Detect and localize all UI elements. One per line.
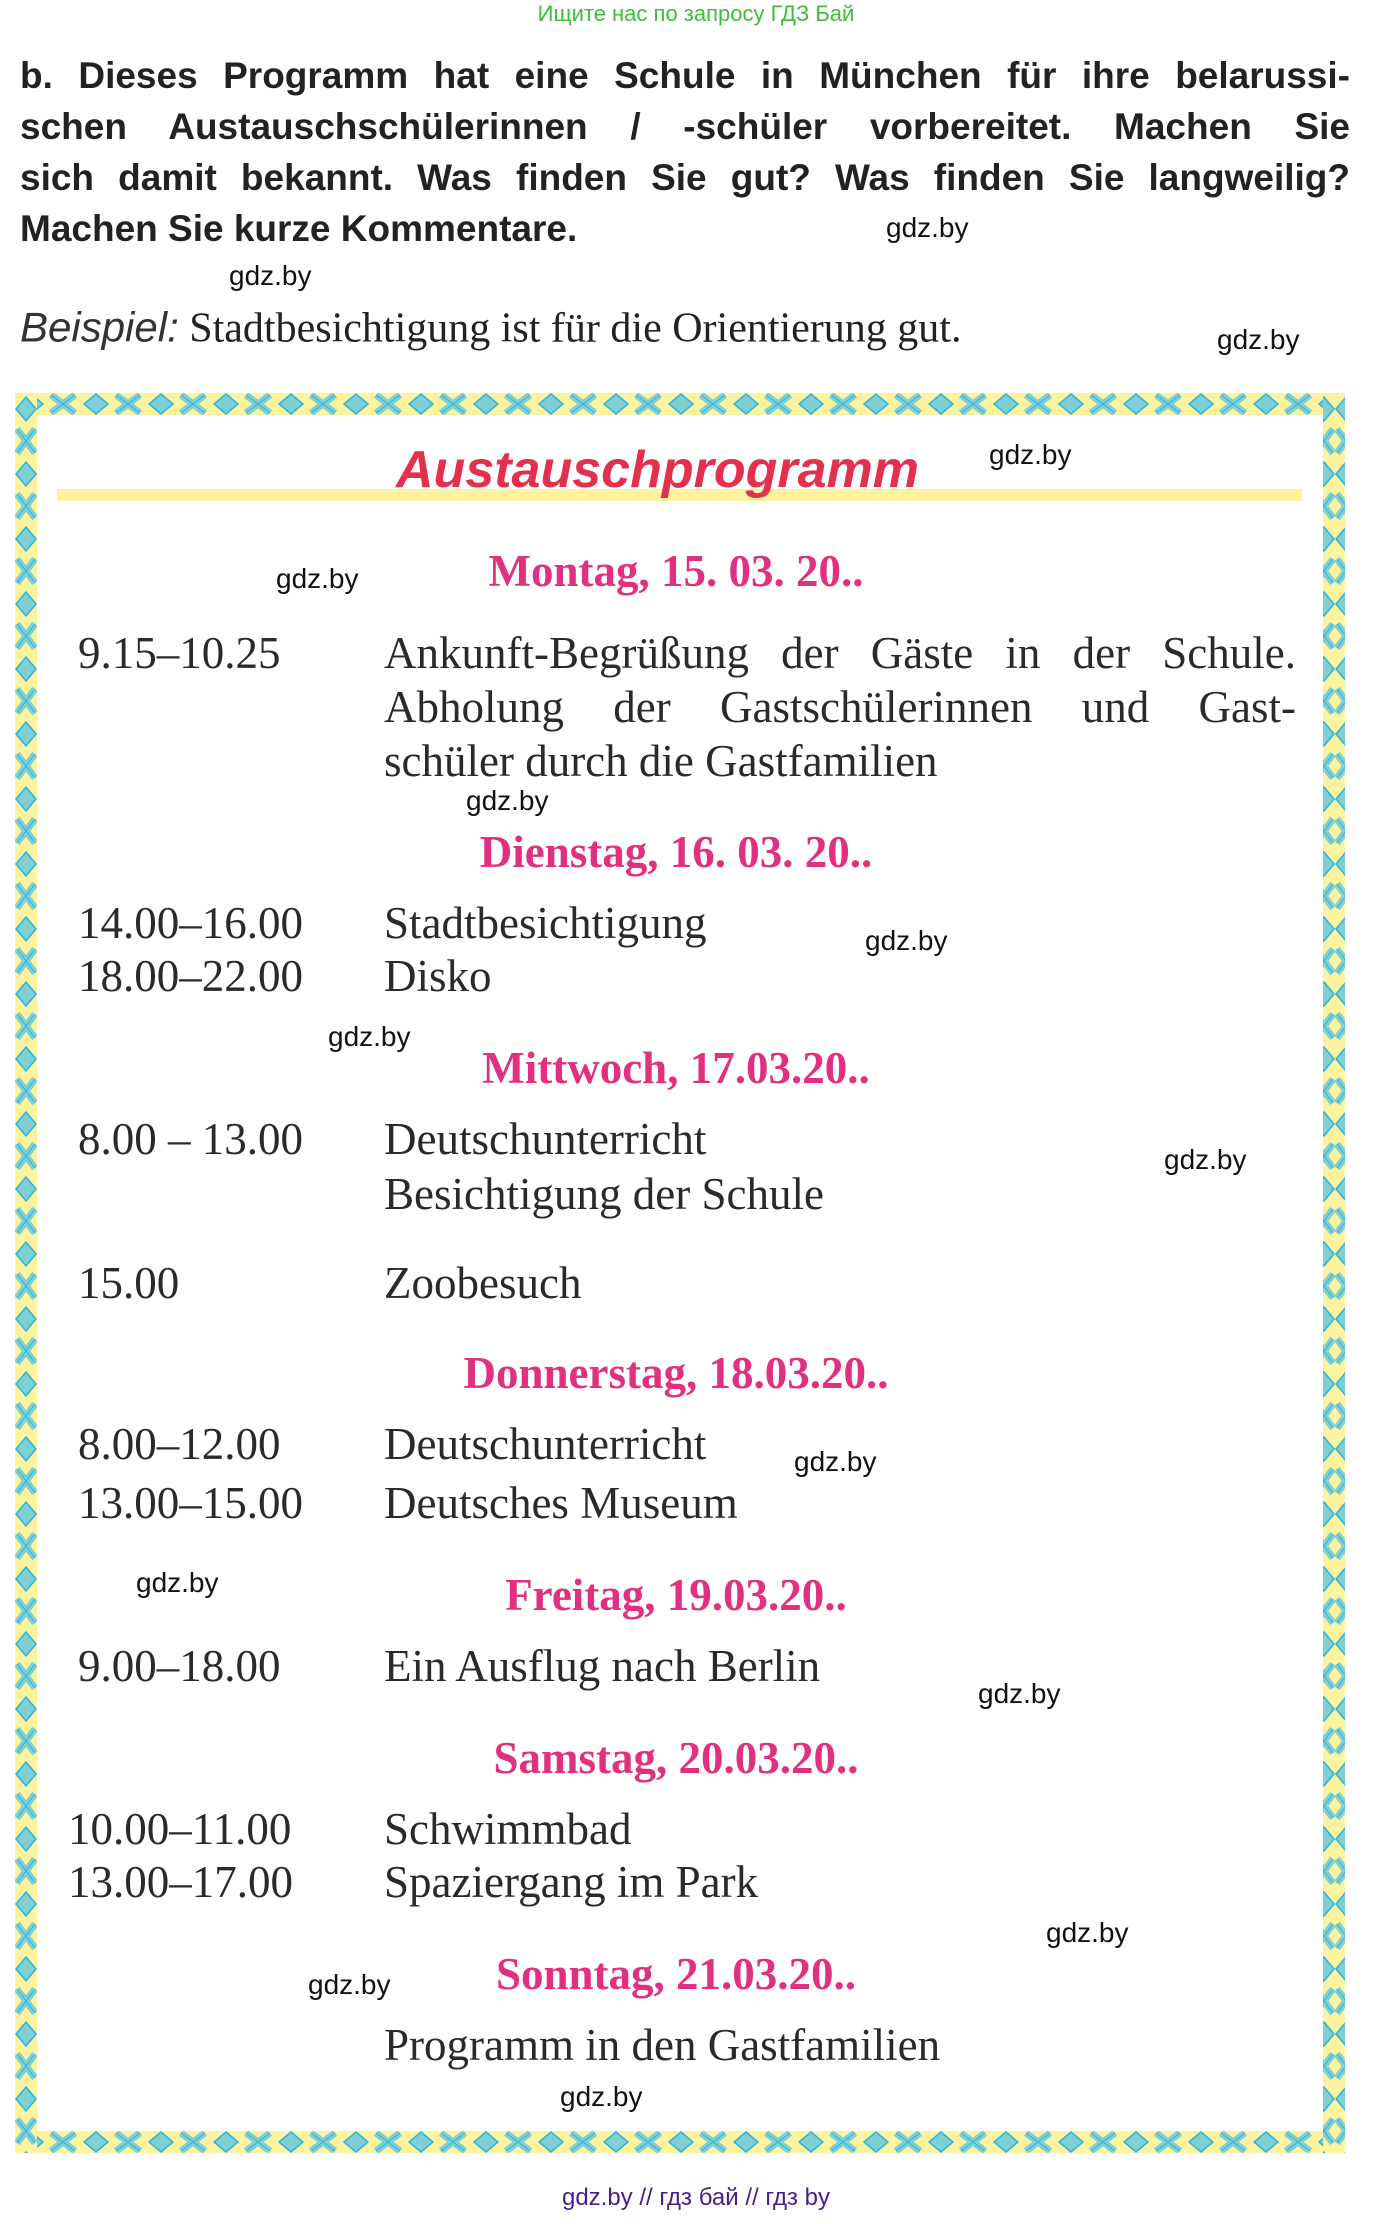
entry-text: Ankunft-Begrüßung der Gäste in der Schule.: [384, 628, 1296, 678]
day-heading: Montag, 15. 03. 20..: [488, 546, 864, 596]
watermark: gdz.by: [989, 439, 1072, 470]
entry-time: 14.00–16.00: [78, 898, 303, 948]
example-text: Stadtbesichtigung ist für die Orientierung gut.: [189, 305, 962, 352]
task-line: schen Austauschschülerinnen / -schüler vorbereitet. Machen Sie: [20, 106, 1350, 147]
watermark: gdz.by: [886, 212, 969, 243]
entry-text: Deutsches Museum: [384, 1478, 738, 1528]
day-heading: Samstag, 20.03.20..: [493, 1733, 859, 1783]
entry-time: 10.00–11.00: [68, 1804, 292, 1854]
entry-text: Ein Ausflug nach Berlin: [384, 1641, 821, 1691]
program-title: Austauschprogramm: [396, 441, 919, 499]
watermark: gdz.by: [308, 1969, 391, 2000]
entry-time: 13.00–17.00: [68, 1857, 293, 1907]
example-label: Beispiel:: [20, 303, 179, 351]
watermark: gdz.by: [136, 1567, 219, 1598]
day-heading: Freitag, 19.03.20..: [505, 1570, 847, 1620]
entry-text: Stadtbesichtigung: [384, 898, 707, 948]
entry-time: 9.15–10.25: [78, 628, 281, 678]
watermark: gdz.by: [1164, 1144, 1247, 1175]
search-hint: Ищите нас по запросу ГДЗ Бай: [537, 1, 855, 26]
watermark: gdz.by: [794, 1446, 877, 1477]
watermark: gdz.by: [276, 563, 359, 594]
day-heading: Mittwoch, 17.03.20..: [482, 1043, 870, 1093]
entry-text: Disko: [384, 951, 492, 1001]
day-heading: Donnerstag, 18.03.20..: [463, 1348, 889, 1398]
watermark: gdz.by: [1046, 1917, 1129, 1948]
entry-text: Besichtigung der Schule: [384, 1169, 824, 1219]
entry-text: Programm in den Gastfamilien: [384, 2020, 941, 2070]
entry-text: Schwimmbad: [384, 1804, 632, 1854]
watermark: gdz.by: [466, 785, 549, 816]
entry-text: Abholung der Gastschülerinnen und Gast-: [384, 682, 1296, 732]
day-heading: Dienstag, 16. 03. 20..: [479, 827, 873, 877]
entry-text: Spaziergang im Park: [384, 1857, 759, 1907]
entry-text: Deutschunterricht: [384, 1419, 707, 1469]
entry-time: 8.00–12.00: [78, 1419, 281, 1469]
entry-time: 18.00–22.00: [78, 951, 303, 1001]
task-line: b. Dieses Programm hat eine Schule in München für ihre belarussi-: [20, 55, 1350, 96]
day-heading: Sonntag, 21.03.20..: [495, 1949, 857, 1999]
entry-text: Deutschunterricht: [384, 1114, 707, 1164]
watermark: gdz.by: [560, 2081, 643, 2112]
entry-time: 9.00–18.00: [78, 1641, 281, 1691]
task-line: Machen Sie kurze Kommentare.: [20, 208, 578, 249]
entry-text: Zoobesuch: [384, 1258, 582, 1308]
watermark: gdz.by: [865, 925, 948, 956]
entry-text: schüler durch die Gastfamilien: [384, 736, 938, 786]
task-line: sich damit bekannt. Was finden Sie gut? Was finden Sie langweilig?: [20, 157, 1350, 198]
entry-time: 8.00 – 13.00: [78, 1114, 303, 1164]
footer-links: gdz.by // гдз бай // гдз by: [561, 2184, 831, 2211]
entry-time: 15.00: [78, 1258, 180, 1308]
entry-time: 13.00–15.00: [78, 1478, 303, 1528]
watermark: gdz.by: [229, 260, 312, 291]
watermark: gdz.by: [328, 1021, 411, 1052]
watermark: gdz.by: [978, 1678, 1061, 1709]
watermark: gdz.by: [1217, 324, 1300, 355]
